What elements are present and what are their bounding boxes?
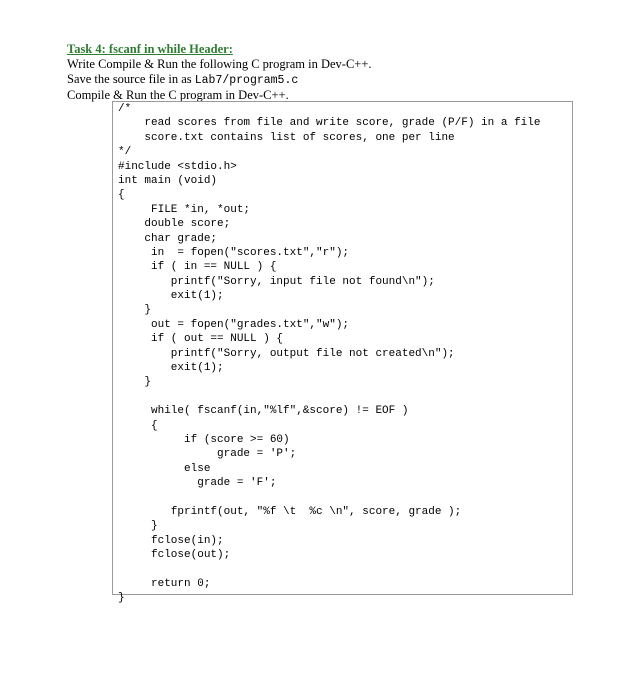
code-line: grade = 'F';	[118, 477, 277, 490]
code-listing-box	[112, 101, 573, 605]
code-line: {	[118, 189, 125, 202]
code-line: while( fscanf(in,"%lf",&score) != EOF )	[118, 405, 409, 418]
code-line: printf("Sorry, output file not created\n");	[118, 347, 455, 360]
code-line: }	[118, 592, 125, 605]
code-line	[118, 563, 572, 577]
instruction-line-3: Compile & Run the C program in Dev-C++.	[67, 88, 289, 102]
code-line: if ( out == NULL ) {	[118, 333, 284, 346]
code-line: if ( in == NULL ) {	[118, 261, 277, 274]
code-line: char grade;	[118, 232, 218, 245]
code-listing	[113, 102, 572, 606]
code-line: }	[118, 520, 158, 533]
code-line: read scores from file and write score, grade (P/F) in a file	[118, 117, 541, 130]
code-line	[118, 491, 572, 505]
code-line: return 0;	[118, 577, 211, 590]
code-line: FILE *in, *out;	[118, 203, 251, 216]
code-line: exit(1);	[118, 362, 224, 375]
task-instructions	[67, 42, 587, 103]
code-line: {	[118, 419, 158, 432]
task-heading: Task 4: fscanf in while Header:	[67, 42, 233, 56]
code-line: out = fopen("grades.txt","w");	[118, 318, 350, 331]
code-line: double score;	[118, 218, 231, 231]
code-line: else	[118, 462, 211, 475]
code-line: int main (void)	[118, 174, 218, 187]
instruction-line-2-prefix: Save the source file in as	[67, 72, 195, 86]
source-file-path: Lab7/program5.c	[194, 74, 299, 87]
code-line: score.txt contains list of scores, one per line	[118, 131, 455, 144]
instruction-line-1: Write Compile & Run the following C program in Dev-C++.	[67, 57, 372, 71]
code-line: }	[118, 376, 152, 389]
instruction-line-2	[67, 72, 587, 88]
code-line: fclose(in);	[118, 534, 224, 547]
code-line: grade = 'P';	[118, 448, 297, 461]
code-line: #include <stdio.h>	[118, 160, 237, 173]
code-line: exit(1);	[118, 290, 224, 303]
code-line: /*	[118, 103, 132, 115]
code-line: fclose(out);	[118, 549, 231, 562]
code-line: fprintf(out, "%f \t %c \n", score, grade );	[118, 505, 462, 518]
code-line: in = fopen("scores.txt","r");	[118, 246, 350, 259]
code-line: }	[118, 304, 152, 317]
code-line: printf("Sorry, input file not found\n");	[118, 275, 435, 288]
code-line	[118, 390, 572, 404]
code-line: */	[118, 146, 132, 159]
code-line: if (score >= 60)	[118, 433, 290, 446]
